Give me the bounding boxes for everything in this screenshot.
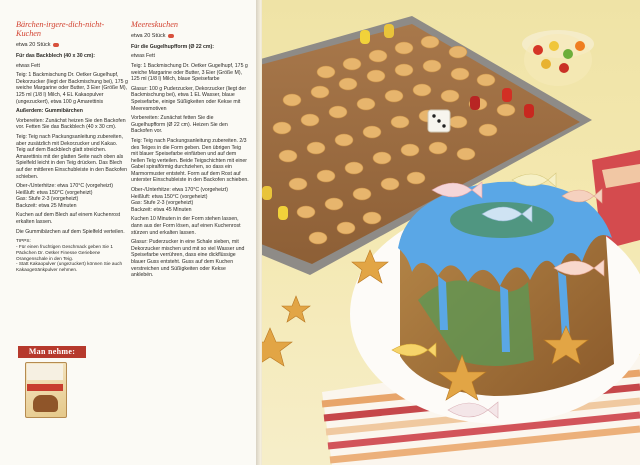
- prep-step: Vorbereiten: Zunächst fetten Sie die Gugelhupfform (Ø 22 cm). Heizen Sie den Backofen vor.: [131, 115, 228, 135]
- tip-2: - Statt Kakaopulver (ungezuckert) können Sie auch Kakaogetränkpulver nehmen.: [16, 261, 123, 273]
- yield-line: [131, 33, 249, 40]
- baking-mix-package-icon: [25, 362, 67, 418]
- temp-top-bottom: Ober-/Unterhitze: etwa 170°C (vorgeheizt): [131, 187, 228, 194]
- rest-step: Kuchen 10 Minuten in der Form stehen lassen, dann aus der Form lösen, auf einen Kuchenrost stürzen und erkalten lassen.: [131, 216, 241, 236]
- prep-step: Vorbereiten: Zunächst heizen Sie den Backofen vor. Fetten Sie das Backblech (40 x 30 cm).: [16, 117, 126, 131]
- recipe-photo: [262, 0, 640, 465]
- tip-1: - Für einen fruchtigen Geschmack geben Sie 1 Päckchen Dr. Oetker Finesse Geriebene Orangenschale in den Teig.: [16, 244, 113, 261]
- glaze-step: Glasur: Puderzucker in eine Schale sieben, mit Dekorzucker mischen und mit so viel Wasser und Speisefarbe verrühren, dass eine dickflüssige blauer Guss entsteht. Guss auf dem Kuchen verstreichen und Süßigkeiten oder Kekse anklebén.: [131, 239, 245, 279]
- bake-time: Backzeit: etwa 45 Minuten: [131, 206, 192, 213]
- ingredient-header: Für das Backblech (40 x 30 cm):: [16, 53, 95, 59]
- recipe-title-2: Meereskuchen: [131, 20, 178, 29]
- yield-line: [16, 42, 128, 49]
- decorate-step: Die Gummibärchen auf dem Spielfeld verteilen.: [16, 228, 125, 235]
- gummy-bowl-icon: [522, 30, 594, 86]
- tips-header: TIPPS:: [16, 238, 31, 244]
- temp-convection: Heißluft: etwa 150°C (vorgeheizt): [16, 189, 93, 196]
- dough-ingredients: Teig: 1 Backmischung Dr. Oetker Gugelhupf, Dekorzucker (liegt der Backmischung bei), 175 g weiche Margarine oder Butter, 3 Eier (Größe M), 125 ml (1/8 l) Milch, 4 EL Kakaopulver (ungezuckert), etwa 100 g Amarettinis: [16, 72, 128, 105]
- photo-illustration: [262, 0, 640, 465]
- temp-top-bottom: Ober-/Unterhitze: etwa 170°C (vorgeheizt): [16, 183, 113, 190]
- man-nehme-banner: Man nehme:: [18, 346, 86, 358]
- recipe-title-1: Bärchen-irgere-dich-nicht-Kuchen: [16, 20, 105, 39]
- temp-gas: Gas: Stufe 2-3 (vorgeheizt): [16, 196, 79, 203]
- recipe-column-2: [131, 20, 249, 282]
- dough-ingredients: Teig: 1 Backmischung Dr. Oetker Gugelhupf, 175 g weiche Margarine oder Butter, 3 Eier (Größe M), 125 ml (1/8 l) Milch, blaue Speisefarbe: [131, 62, 248, 83]
- temp-gas: Gas: Stufe 2-3 (vorgeheizt): [131, 200, 194, 207]
- fat-line: etwas Fett: [131, 53, 155, 60]
- fat-line: etwas Fett: [16, 62, 40, 69]
- dough-step: Teig: Teig nach Packungsanleitung zubereiten, aber zusätzlich mit Dekorzucker und Kakao. Teig auf dem Backblech glatt streichen. Amarettinis mit der glatten Seite nach oben als Spielfeld leicht in den Teig drücken. Das Blech auf der mittleren Einschubleiste in den Backofen schieben.: [16, 133, 128, 180]
- recipe-page: [0, 0, 258, 465]
- ingredient-header: Für die Gugelhupfform (Ø 22 cm):: [131, 43, 215, 50]
- yield-text: etwa 20 Stück: [16, 42, 51, 49]
- yield-text: etwa 20 Stück: [131, 33, 166, 40]
- dough-step: Teig: Teig nach Packungsanleitung zubereiten. 2/3 des Teiges in die Form geben. Den übrigen Teig mit blauer Speisefarbe einfärben und auf dem hellen Teig verteilen. Beide Teigschichten mit einer Gabel spiralförmig durchziehen, so dass ein Marmormuster entsteht. Form auf dem Rost auf unterster Einschubleiste in den Backofen schieben.: [131, 137, 249, 184]
- difficulty-icon: [168, 34, 174, 38]
- glaze-ingredients: Glasur: 100 g Puderzucker, Dekorzucker (liegt der Backmischung bei), etwa 1 EL Wasser, blaue Speisefarbe, einige Süßigkeiten oder Kekse mit Meeresmotiven: [131, 85, 247, 112]
- extra-ingredients: Außerdem: Gummibärchen: [16, 108, 83, 115]
- dice-icon: [428, 110, 450, 132]
- cool-step: Kuchen auf dem Blech auf einem Kuchenrost erkalten lassen.: [16, 212, 121, 226]
- recipe-column-1: [16, 20, 128, 273]
- temp-convection: Heißluft: etwa 150°C (vorgeheizt): [131, 193, 208, 200]
- difficulty-icon: [53, 43, 59, 47]
- bake-time: Backzeit: etwa 25 Minuten: [16, 202, 77, 209]
